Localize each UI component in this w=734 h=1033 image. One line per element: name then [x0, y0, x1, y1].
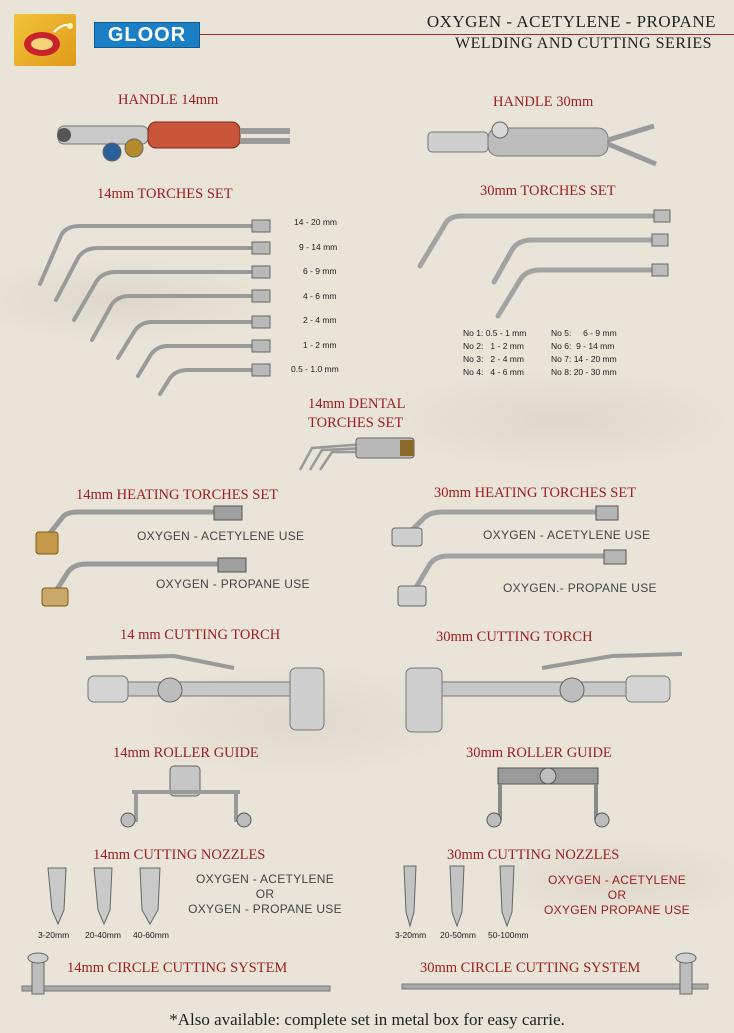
handle-14-title: HANDLE 14mm — [118, 92, 219, 108]
torch-30-size-8: 20 - 30 mm — [573, 367, 617, 377]
torch-flame-logo-icon — [14, 14, 76, 66]
torches-14-title: 14mm TORCHES SET — [97, 186, 233, 202]
torch-14-size-2: 9 - 14 mm — [299, 242, 338, 252]
nozzles-14-opt-line2: OR — [255, 887, 275, 901]
nozzles-14-opt-line1: OXYGEN - ACETYLENE — [195, 872, 335, 886]
torch-30-no-8: No 8: — [551, 367, 572, 377]
page-title-line2: WELDING AND CUTTING SERIES — [455, 35, 712, 52]
torches-30-image — [408, 204, 678, 322]
nozzle-14-size-1: 3-20mm — [38, 930, 70, 940]
torch-30-no-5: No 5: — [551, 328, 572, 338]
roller-guide-30-title: 30mm ROLLER GUIDE — [466, 745, 612, 761]
heating-14-title: 14mm HEATING TORCHES SET — [76, 487, 279, 503]
heating-30-use-acetylene: OXYGEN - ACETYLENE USE — [483, 528, 651, 542]
torch-30-no-2: No 2: — [463, 341, 484, 351]
torch-30-size-5: 6 - 9 mm — [583, 328, 617, 338]
circle-30-image — [398, 950, 714, 1002]
cutting-torch-14-image — [84, 648, 334, 736]
torch-30-no-7: No 7: — [551, 354, 572, 364]
heating-30-title: 30mm HEATING TORCHES SET — [434, 485, 637, 501]
nozzles-14-image — [40, 866, 172, 928]
roller-guide-14-title: 14mm ROLLER GUIDE — [113, 745, 259, 761]
footer-note: *Also available: complete set in metal box for easy carrie. — [169, 1010, 565, 1029]
nozzles-30-image — [396, 862, 530, 930]
torch-14-size-4: 4 - 6 mm — [303, 291, 337, 301]
nozzles-30-opt-line1: OXYGEN - ACETYLENE — [547, 873, 687, 887]
torch-30-size-1: 0.5 - 1 mm — [485, 328, 527, 338]
torch-14-size-3: 6 - 9 mm — [303, 266, 337, 276]
nozzle-30-size-2: 20-50mm — [440, 930, 476, 940]
nozzle-30-size-3: 50-100mm — [488, 930, 529, 940]
torch-30-size-6: 9 - 14 mm — [576, 341, 615, 351]
circle-30-title: 30mm CIRCLE CUTTING SYSTEM — [420, 960, 641, 976]
heating-14-image — [34, 502, 254, 610]
dental-title-line1: 14mm DENTAL — [308, 396, 406, 412]
roller-guide-30-image — [486, 764, 612, 834]
torch-14-size-6: 1 - 2 mm — [303, 340, 337, 350]
roller-guide-14-image — [120, 764, 254, 836]
torches-14-image — [30, 208, 280, 398]
company-logo — [14, 14, 76, 66]
torch-14-size-1: 14 - 20 mm — [294, 217, 337, 227]
torch-30-no-6: No 6: — [551, 341, 572, 351]
nozzles-14-title: 14mm CUTTING NOZZLES — [93, 847, 266, 863]
handle-30-image — [424, 118, 664, 176]
heating-30-use-propane: OXYGEN.- PROPANE USE — [503, 581, 657, 595]
nozzles-30-title: 30mm CUTTING NOZZLES — [447, 847, 620, 863]
nozzle-30-size-1: 3-20mm — [395, 930, 427, 940]
page-title-line1: OXYGEN - ACETYLENE - PROPANE — [426, 12, 716, 31]
cutting-torch-30-title: 30mm CUTTING TORCH — [436, 629, 593, 645]
torch-30-size-7: 14 - 20 mm — [573, 354, 617, 364]
torch-30-size-4: 4 - 6 mm — [490, 367, 524, 377]
nozzles-14-opt-line3: OXYGEN - PROPANE USE — [188, 902, 342, 916]
handle-30-title: HANDLE 30mm — [493, 94, 594, 110]
torch-30-size-3: 2 - 4 mm — [490, 354, 524, 364]
nozzles-30-opt-line2: OR — [607, 888, 627, 902]
handle-14-image — [52, 114, 298, 170]
torch-14-size-7: 0.5 - 1.0 mm — [291, 364, 339, 374]
heating-14-use-propane: OXYGEN - PROPANE USE — [156, 577, 310, 591]
torches-30-list-right — [551, 327, 617, 379]
brand-badge: GLOOR — [94, 22, 200, 48]
nozzles-30-options — [536, 873, 698, 918]
cutting-torch-30-image — [402, 648, 692, 740]
torches-30-title: 30mm TORCHES SET — [480, 183, 616, 199]
nozzle-14-size-3: 40-60mm — [133, 930, 169, 940]
cutting-torch-14-title: 14 mm CUTTING TORCH — [120, 627, 281, 643]
torch-30-no-4: No 4: — [463, 367, 484, 377]
nozzles-14-options — [180, 872, 350, 917]
nozzles-30-opt-line3: OXYGEN PROPANE USE — [544, 903, 690, 917]
torch-30-size-2: 1 - 2 mm — [490, 341, 524, 351]
torch-30-no-3: No 3: — [463, 354, 484, 364]
dental-title-line2: TORCHES SET — [308, 415, 404, 431]
torches-30-list-left — [463, 327, 526, 379]
torch-14-size-5: 2 - 4 mm — [303, 315, 337, 325]
heating-14-use-acetylene: OXYGEN - ACETYLENE USE — [137, 529, 305, 543]
torch-30-no-1: No 1: — [463, 328, 484, 338]
circle-14-image — [18, 952, 334, 1002]
dental-torches-image — [296, 434, 420, 474]
circle-14-title: 14mm CIRCLE CUTTING SYSTEM — [67, 960, 288, 976]
nozzle-14-size-2: 20-40mm — [85, 930, 121, 940]
